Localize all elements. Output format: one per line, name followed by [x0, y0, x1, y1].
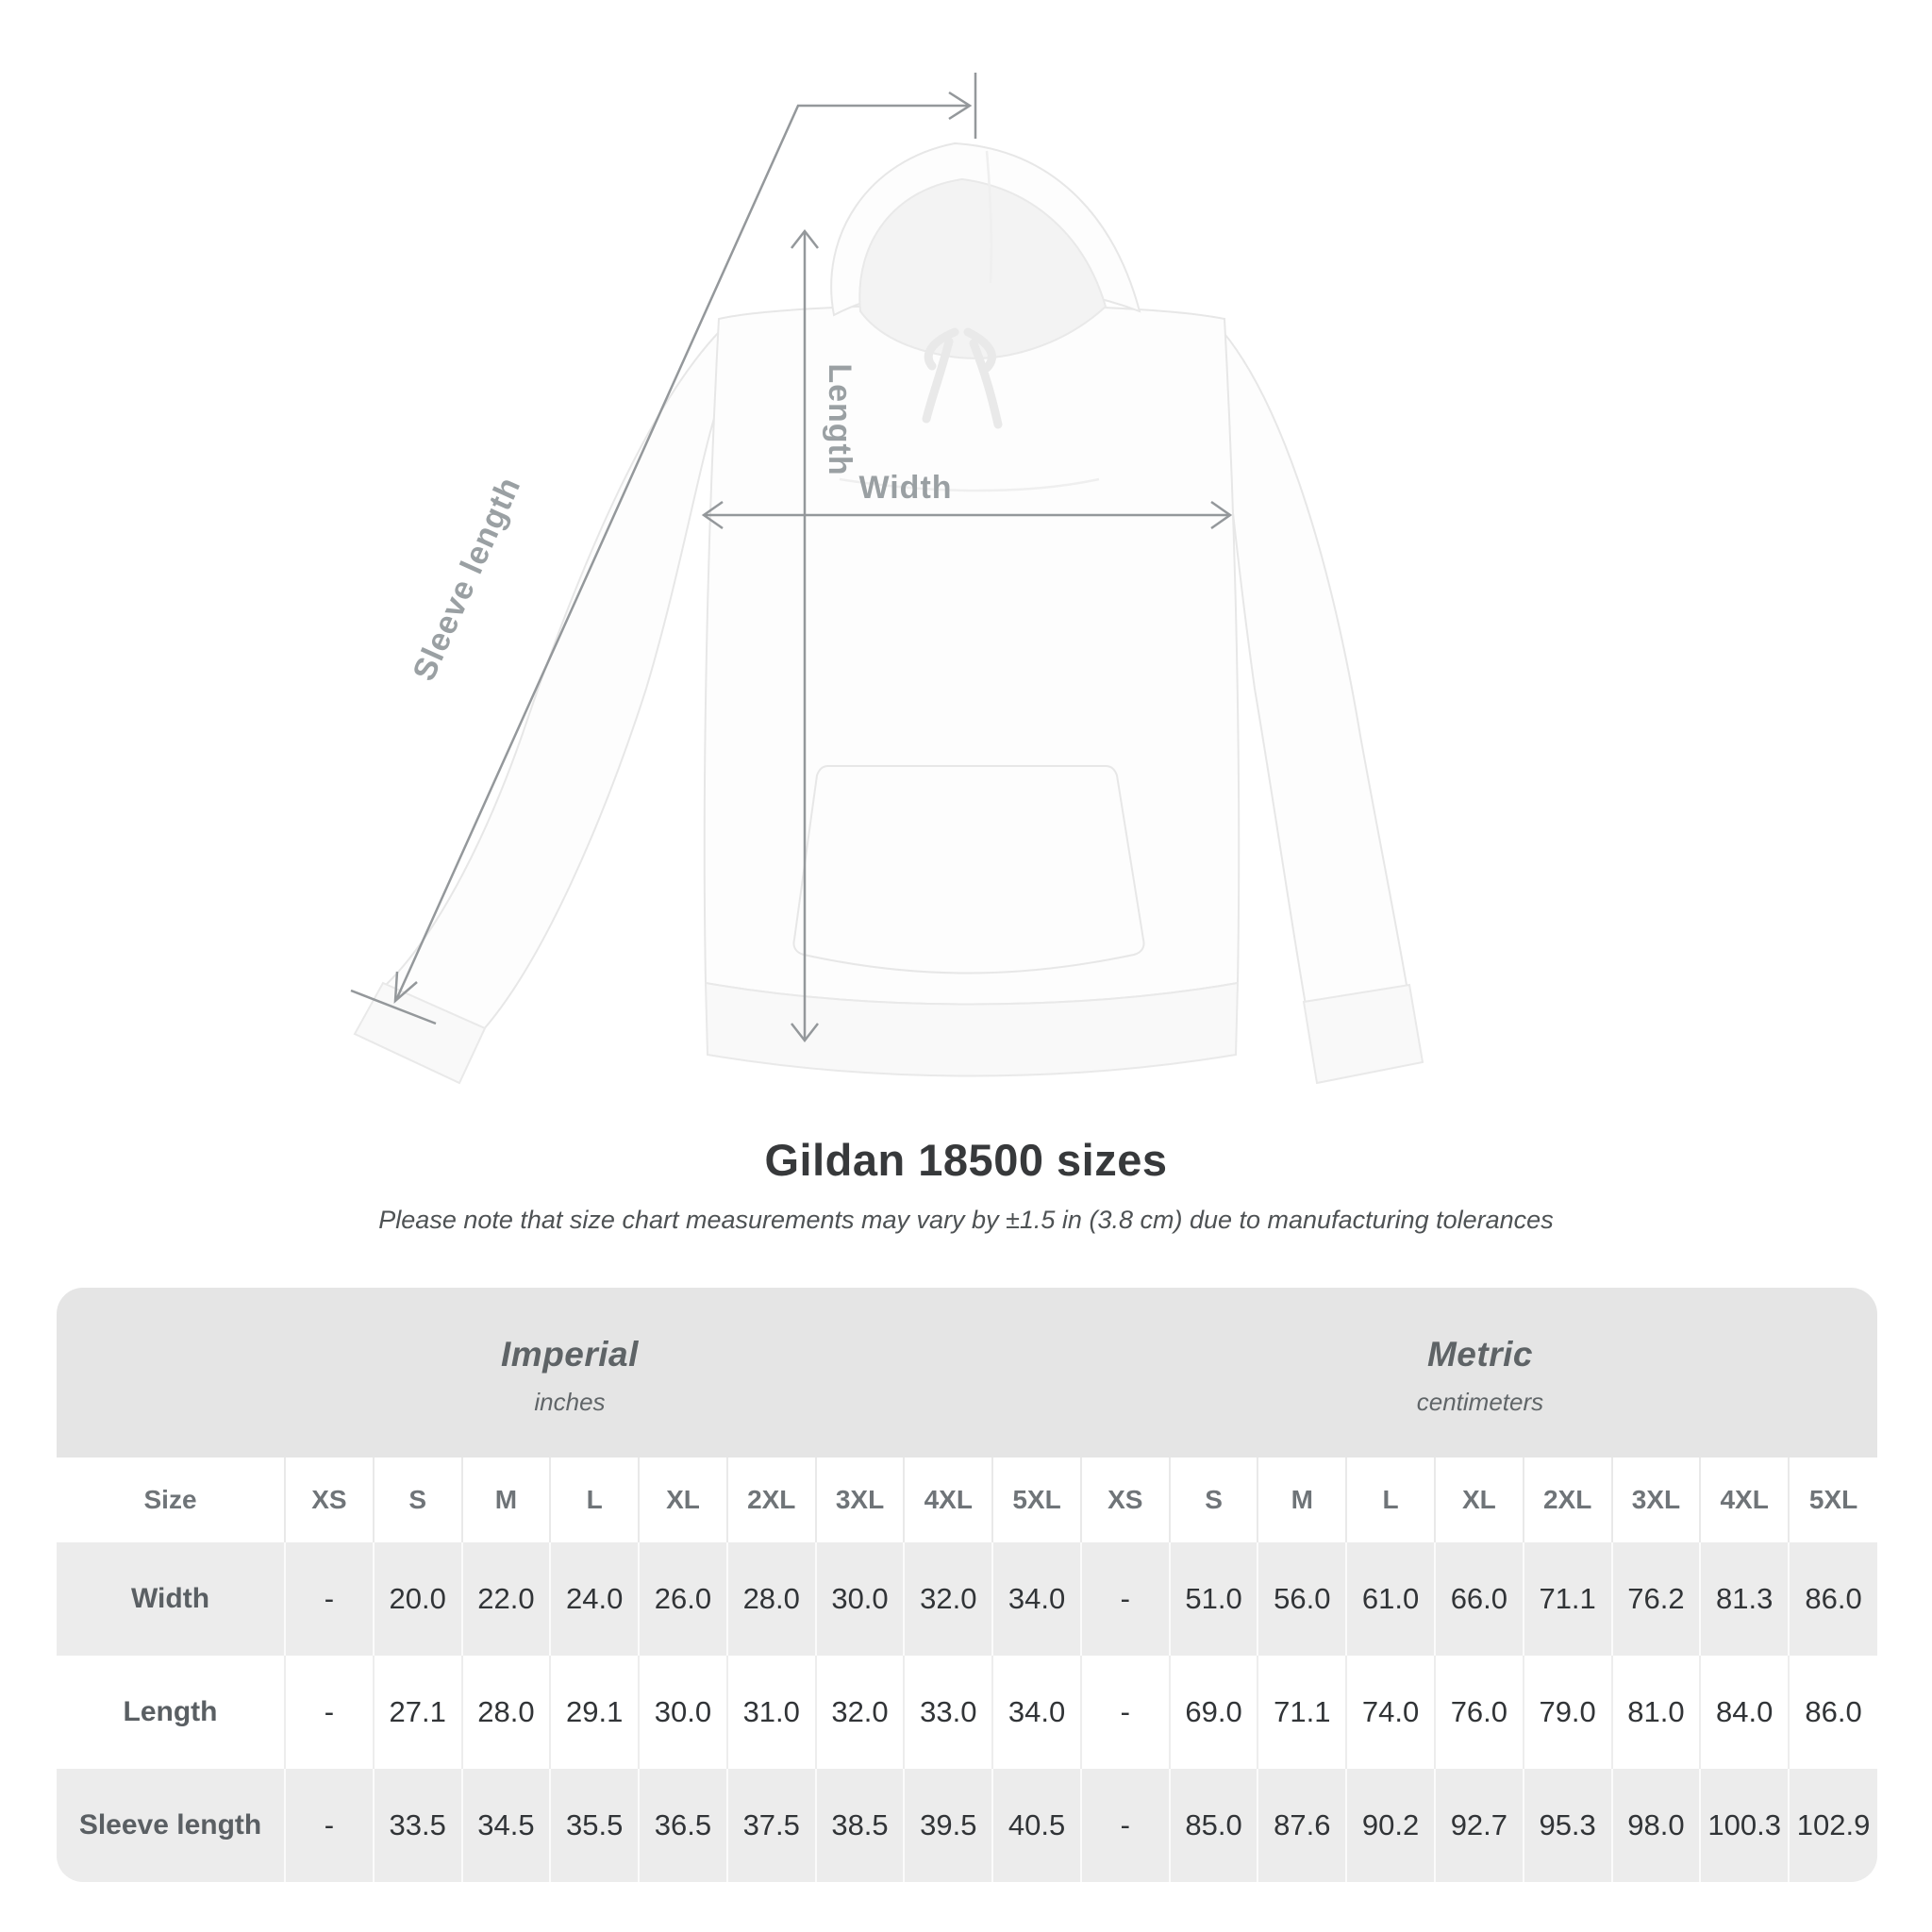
table-row-sleeve-length	[57, 1769, 1877, 1882]
value-cell: 32.0	[816, 1656, 905, 1769]
value-cell: 74.0	[1346, 1656, 1435, 1769]
value-cell: 95.3	[1524, 1769, 1612, 1882]
value-cell: 39.5	[904, 1769, 992, 1882]
value-cell: 29.1	[550, 1656, 639, 1769]
value-cell: 32.0	[904, 1542, 992, 1656]
size-header-cell: M	[462, 1457, 551, 1542]
value-cell: 20.0	[374, 1542, 462, 1656]
size-table	[57, 1457, 1877, 1882]
width-label: Width	[858, 470, 953, 506]
value-cell: 31.0	[727, 1656, 816, 1769]
row-label: Sleeve length	[57, 1769, 285, 1882]
size-header-cell: XL	[1435, 1457, 1524, 1542]
size-header-cell: XS	[285, 1457, 374, 1542]
value-cell: 24.0	[550, 1542, 639, 1656]
value-cell: 33.5	[374, 1769, 462, 1882]
value-cell: 87.6	[1257, 1769, 1346, 1882]
value-cell: 40.5	[992, 1769, 1081, 1882]
size-header-cell: Size	[57, 1457, 285, 1542]
imperial-band	[57, 1288, 1083, 1457]
row-label: Length	[57, 1656, 285, 1769]
value-cell: 71.1	[1257, 1656, 1346, 1769]
size-header-cell: L	[550, 1457, 639, 1542]
value-cell: -	[285, 1542, 374, 1656]
value-cell: -	[1081, 1769, 1170, 1882]
value-cell: 26.0	[639, 1542, 727, 1656]
value-cell: 92.7	[1435, 1769, 1524, 1882]
value-cell: 34.0	[992, 1542, 1081, 1656]
size-header-cell: 3XL	[816, 1457, 905, 1542]
hoodie-illustration	[355, 143, 1423, 1083]
value-cell: 90.2	[1346, 1769, 1435, 1882]
size-header-cell: S	[374, 1457, 462, 1542]
table-row-length	[57, 1656, 1877, 1769]
value-cell: 28.0	[462, 1656, 551, 1769]
value-cell: -	[1081, 1656, 1170, 1769]
value-cell: 69.0	[1170, 1656, 1258, 1769]
size-header-cell: XL	[639, 1457, 727, 1542]
value-cell: 36.5	[639, 1769, 727, 1882]
metric-unit: centimeters	[1416, 1387, 1544, 1416]
value-cell: 38.5	[816, 1769, 905, 1882]
size-header-cell: 3XL	[1612, 1457, 1701, 1542]
value-cell: -	[285, 1656, 374, 1769]
value-cell: 85.0	[1170, 1769, 1258, 1882]
value-cell: 34.0	[992, 1656, 1081, 1769]
value-cell: 102.9	[1789, 1769, 1877, 1882]
value-cell: 37.5	[727, 1769, 816, 1882]
value-cell: 100.3	[1700, 1769, 1789, 1882]
size-header-row	[57, 1457, 1877, 1542]
size-header-cell: M	[1257, 1457, 1346, 1542]
page-title: Gildan 18500 sizes	[764, 1135, 1168, 1185]
imperial-title: Imperial	[501, 1334, 639, 1374]
value-cell: 34.5	[462, 1769, 551, 1882]
value-cell: 98.0	[1612, 1769, 1701, 1882]
value-cell: 86.0	[1789, 1542, 1877, 1656]
size-header-cell: 5XL	[1789, 1457, 1877, 1542]
hoodie-kangaroo-pocket	[793, 766, 1143, 974]
value-cell: 51.0	[1170, 1542, 1258, 1656]
size-header-cell: 2XL	[1524, 1457, 1612, 1542]
sleeve-length-label: Sleeve length	[406, 471, 528, 687]
value-cell: -	[285, 1769, 374, 1882]
value-cell: -	[1081, 1542, 1170, 1656]
value-cell: 84.0	[1700, 1656, 1789, 1769]
size-header-cell: 4XL	[1700, 1457, 1789, 1542]
row-label: Width	[57, 1542, 285, 1656]
size-header-cell: 2XL	[727, 1457, 816, 1542]
value-cell: 81.3	[1700, 1542, 1789, 1656]
value-cell: 22.0	[462, 1542, 551, 1656]
size-header-cell: XS	[1081, 1457, 1170, 1542]
hoodie-right-sleeve	[1215, 323, 1407, 1026]
size-header-cell: 5XL	[992, 1457, 1081, 1542]
value-cell: 79.0	[1524, 1656, 1612, 1769]
value-cell: 30.0	[639, 1656, 727, 1769]
value-cell: 28.0	[727, 1542, 816, 1656]
metric-title: Metric	[1426, 1334, 1533, 1374]
value-cell: 56.0	[1257, 1542, 1346, 1656]
value-cell: 27.1	[374, 1656, 462, 1769]
value-cell: 33.0	[904, 1656, 992, 1769]
value-cell: 86.0	[1789, 1656, 1877, 1769]
value-cell: 35.5	[550, 1769, 639, 1882]
value-cell: 76.2	[1612, 1542, 1701, 1656]
value-cell: 66.0	[1435, 1542, 1524, 1656]
size-header-cell: L	[1346, 1457, 1435, 1542]
tolerance-note: Please note that size chart measurements may vary by ±1.5 in (3.8 cm) due to manufacturing tolerances	[378, 1206, 1554, 1234]
size-header-cell: 4XL	[904, 1457, 992, 1542]
size-table-container	[57, 1288, 1877, 1882]
unit-band	[57, 1288, 1877, 1457]
size-header-cell: S	[1170, 1457, 1258, 1542]
value-cell: 71.1	[1524, 1542, 1612, 1656]
length-label: Length	[822, 363, 858, 476]
value-cell: 81.0	[1612, 1656, 1701, 1769]
value-cell: 61.0	[1346, 1542, 1435, 1656]
value-cell: 30.0	[816, 1542, 905, 1656]
metric-band	[1083, 1288, 1877, 1457]
table-row-width	[57, 1542, 1877, 1656]
hoodie-right-cuff	[1304, 985, 1423, 1083]
value-cell: 76.0	[1435, 1656, 1524, 1769]
imperial-unit: inches	[534, 1387, 606, 1416]
